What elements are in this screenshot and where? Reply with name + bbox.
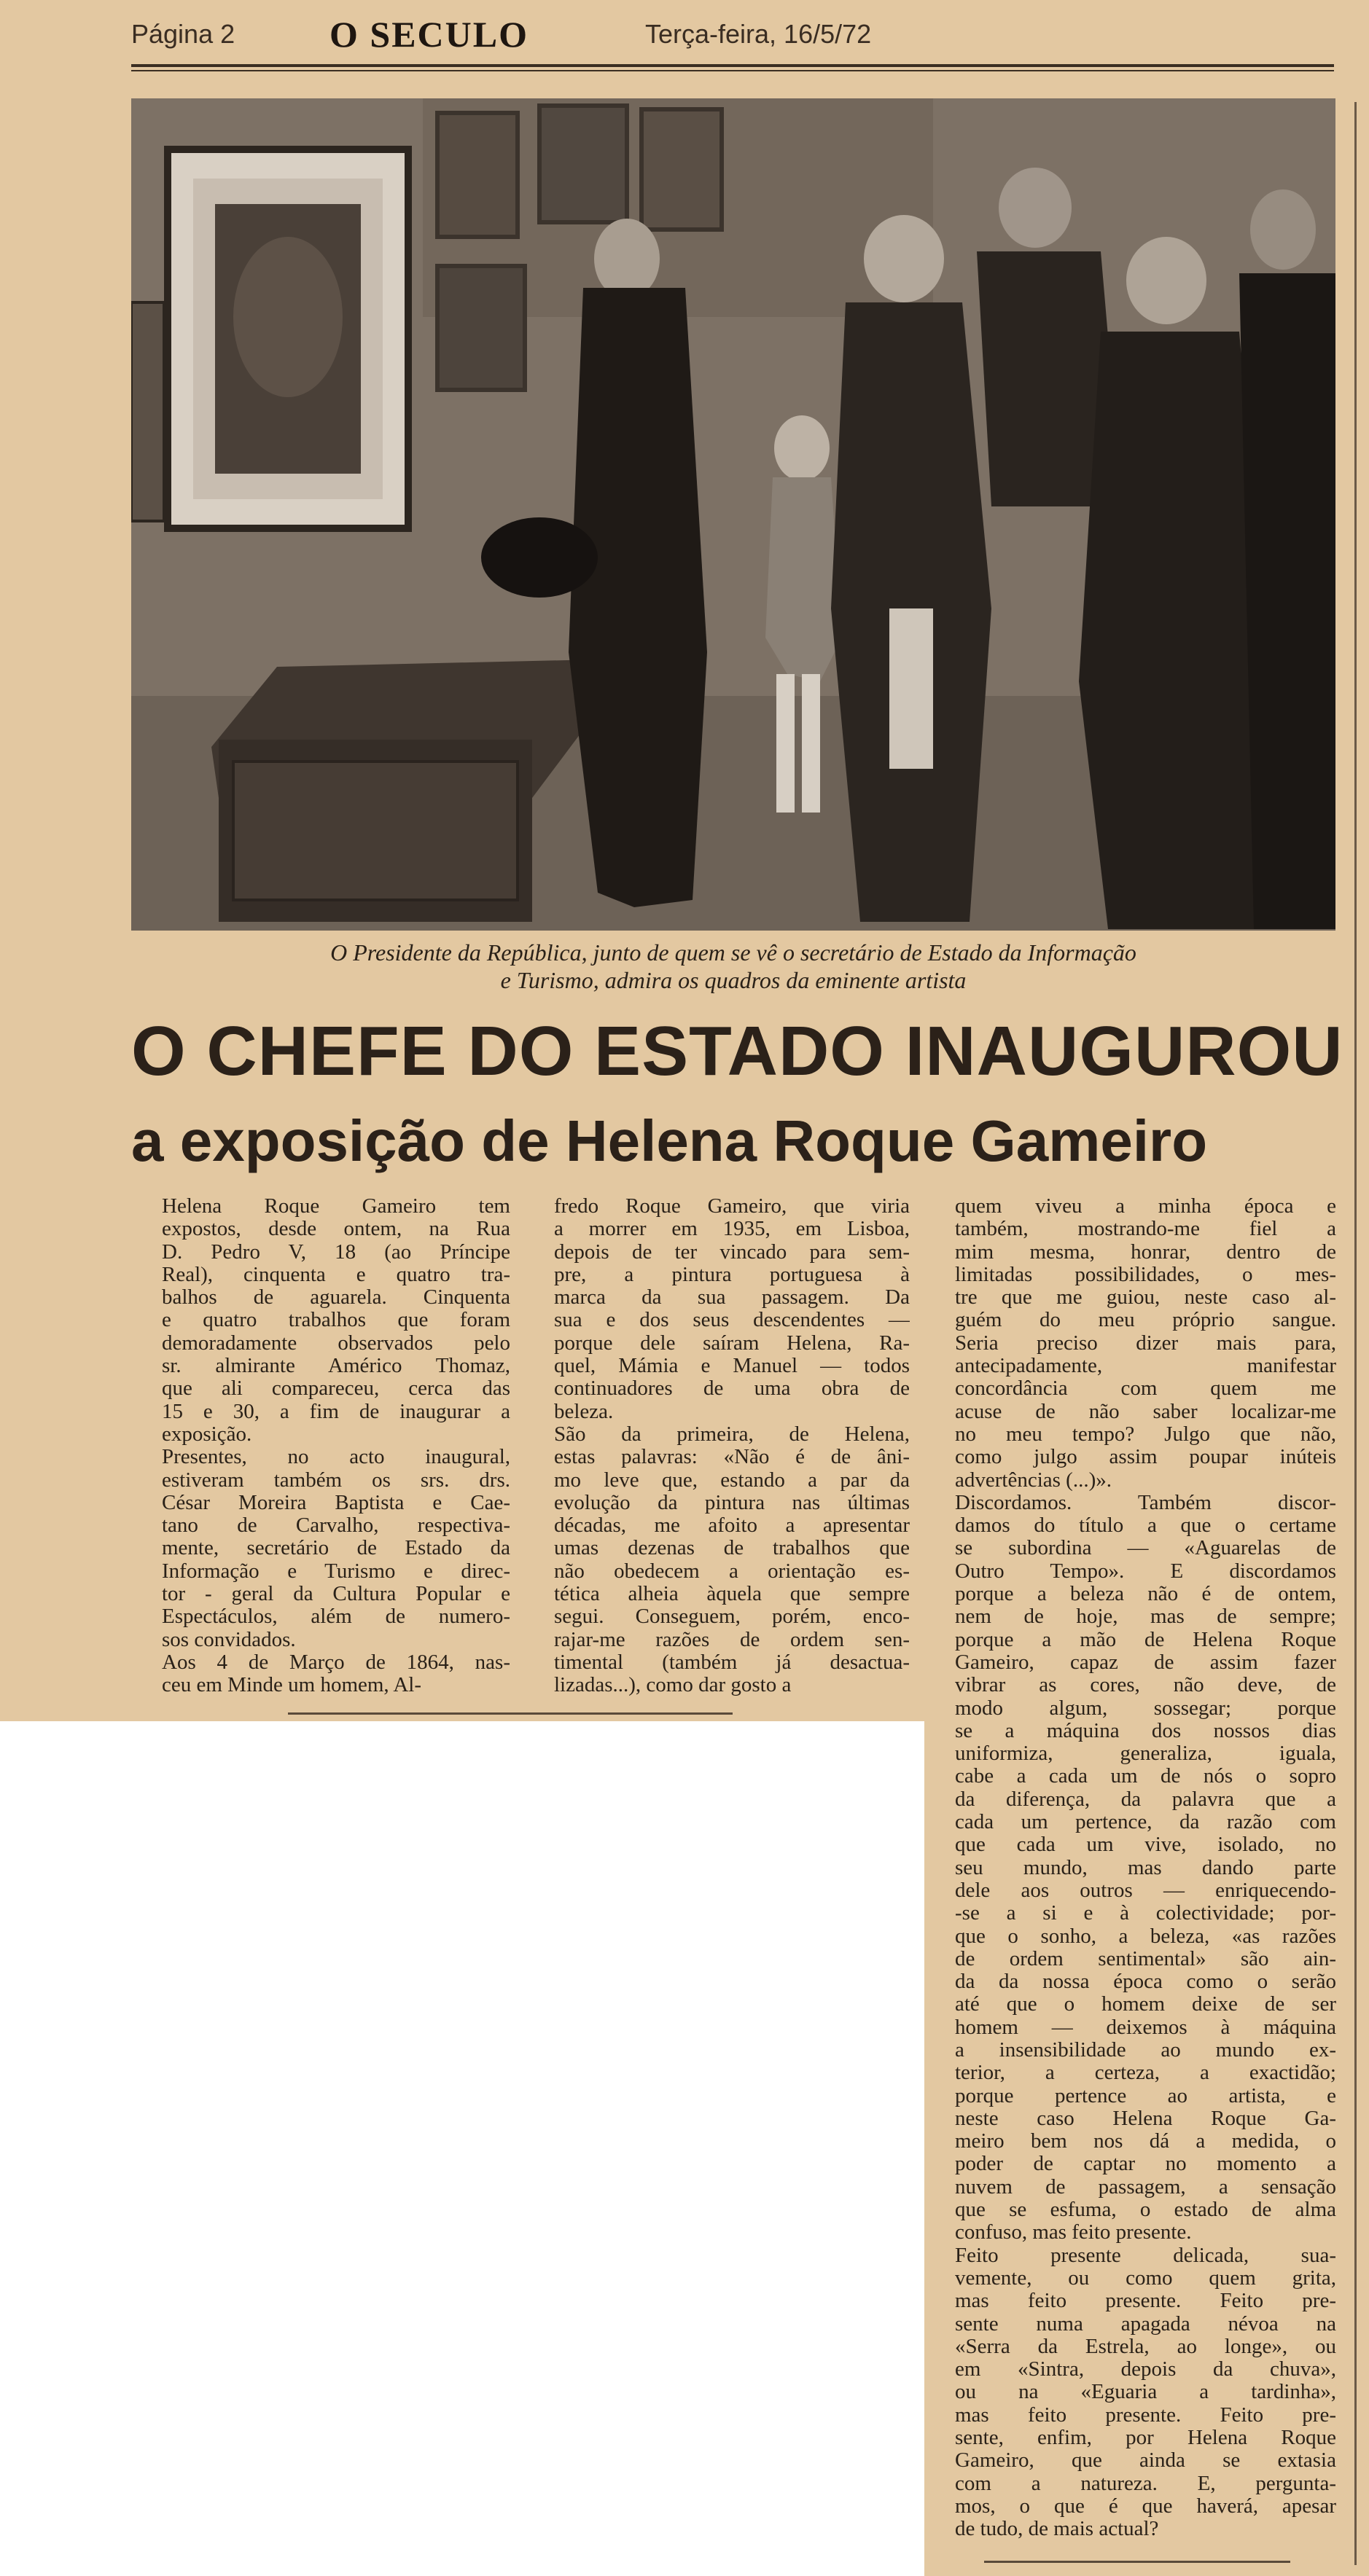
- article-line: uniformiza, generaliza, iguala,: [955, 1742, 1336, 1766]
- article-line: mas feito presente. Feito pre-: [955, 2403, 1336, 2427]
- article-line: fredo Roque Gameiro, que viria: [554, 1195, 910, 1218]
- article-line: «Serra da Estrela, ao longe», ou: [955, 2335, 1336, 2358]
- article-paragraph: [146, 1651, 510, 1697]
- article-line: sos convidados.: [162, 1628, 296, 1651]
- issue-date: Terça-feira, 16/5/72: [645, 19, 872, 49]
- article-line: mim mesma, honrar, dentro de: [955, 1240, 1336, 1264]
- caption-line-1: O Presidente da República, junto de quem se vê o secretário de Estado da Informação: [330, 939, 1136, 966]
- article-line: Outro Tempo». E discordamos: [955, 1559, 1336, 1583]
- article-line: se a máquina dos nossos dias: [955, 1719, 1336, 1742]
- article-line: acuse de não saber localizar-me: [955, 1400, 1336, 1423]
- article-line: Discordamos. Também discor-: [955, 1491, 1336, 1514]
- caption-line-2: e Turismo, admira os quadros da eminente artista: [500, 967, 967, 993]
- article-line: se subordina — «Aguarelas de: [955, 1537, 1336, 1560]
- article-line: vemente, ou como quem grita,: [955, 2266, 1336, 2290]
- article-line: tano de Carvalho, respectiva-: [162, 1514, 510, 1538]
- article-line: porque a mão de Helena Roque: [955, 1628, 1336, 1651]
- article-paragraph: [538, 1195, 910, 1423]
- article-line: demoradamente observados pelo: [162, 1331, 510, 1355]
- article-column-2: [538, 1195, 910, 1697]
- article-line: Helena Roque Gameiro tem: [162, 1195, 510, 1218]
- article-line: também, mostrando-me fiel a: [955, 1218, 1336, 1241]
- article-paragraph: [939, 1492, 1336, 2244]
- article-line: tre que me guiou, neste caso al-: [955, 1286, 1336, 1309]
- article-line: concordância com quem me: [955, 1377, 1336, 1401]
- article-line: porque pertence ao artista, e: [955, 2084, 1336, 2107]
- article-column-1: [146, 1195, 510, 1697]
- article-line: porque dele saíram Helena, Ra-: [554, 1331, 910, 1355]
- article-line: porque a beleza não é de ontem,: [955, 1583, 1336, 1606]
- article-line: ou na «Eguaria a tardinha»,: [955, 2381, 1336, 2404]
- article-line: nuvem de passagem, a sensação: [955, 2175, 1336, 2199]
- article-line: pre, a pintura portuguesa à: [554, 1263, 910, 1286]
- article-line: sente numa apagada névoa na: [955, 2312, 1336, 2336]
- article-line: tor - geral da Cultura Popular e: [162, 1583, 510, 1606]
- article-line: umas dezenas de trabalhos que: [554, 1537, 910, 1560]
- article-line: não obedecem a orientação es-: [554, 1559, 910, 1583]
- article-line: Espectáculos, além de numero-: [162, 1605, 510, 1629]
- article-line: estiveram também os srs. drs.: [162, 1468, 510, 1492]
- article-line: cada um pertence, da razão com: [955, 1811, 1336, 1834]
- article-line: como julgo assim poupar inúteis: [955, 1446, 1336, 1469]
- article-line: estas palavras: «Não é de âni-: [554, 1446, 910, 1469]
- article-line: modo algum, sossegar; porque: [955, 1696, 1336, 1720]
- article-end-rule: [984, 2561, 1290, 2563]
- article-line: continuadores de uma obra de: [554, 1377, 910, 1401]
- article-paragraph: [939, 2244, 1336, 2541]
- article-line: balhos de aguarela. Cinquenta: [162, 1286, 510, 1309]
- article-line: mas feito presente. Feito pre-: [955, 2290, 1336, 2313]
- photo-caption: [131, 939, 1335, 994]
- article-line: nem de hoje, mas de sempre;: [955, 1605, 1336, 1629]
- article-line: terior, a certeza, a exactidão;: [955, 2062, 1336, 2085]
- article-column-3: [939, 1195, 1336, 2541]
- article-line: e quatro trabalhos que foram: [162, 1309, 510, 1332]
- article-line: a morrer em 1935, em Lisboa,: [554, 1218, 910, 1241]
- article-line: mente, secretário de Estado da: [162, 1537, 510, 1560]
- article-line: que o sonho, a beleza, «as razões: [955, 1925, 1336, 1948]
- article-line: que ali compareceu, cerca das: [162, 1377, 510, 1401]
- article-line: seu mundo, mas dando parte: [955, 1856, 1336, 1879]
- article-line: vibrar as cores, não deve, de: [955, 1674, 1336, 1697]
- article-line: César Moreira Baptista e Cae-: [162, 1491, 510, 1514]
- article-line: cabe a cada um de nós o sopro: [955, 1765, 1336, 1788]
- article-line: de tudo, de mais actual?: [955, 2518, 1159, 2541]
- article-line: evolução da pintura nas últimas: [554, 1491, 910, 1514]
- page-number: Página 2: [131, 19, 235, 49]
- article-line: em «Sintra, depois da chuva»,: [955, 2358, 1336, 2381]
- column-edge-rule: [1354, 102, 1357, 2565]
- article-paragraph: [939, 1195, 1336, 1492]
- article-line: exposição.: [162, 1422, 252, 1446]
- article-paragraph: [538, 1423, 910, 1697]
- article-paragraph: [146, 1446, 510, 1651]
- masthead-rule: [131, 64, 1334, 67]
- article-line: limitadas possibilidades, o mes-: [955, 1263, 1336, 1286]
- article-line: São da primeira, de Helena,: [554, 1422, 910, 1446]
- article-line: timental (também já desactua-: [554, 1651, 910, 1674]
- article-line: D. Pedro V, 18 (ao Príncipe: [162, 1240, 510, 1264]
- article-line: rajar-me razões de ordem sen-: [554, 1628, 910, 1651]
- article-line: damos do título a que o certame: [955, 1514, 1336, 1538]
- masthead-rule-thin: [131, 70, 1334, 71]
- article-line: Seria preciso dizer mais para,: [955, 1331, 1336, 1355]
- article-line: que cada um vive, isolado, no: [955, 1833, 1336, 1857]
- article-line: Gameiro, capaz de assim fazer: [955, 1651, 1336, 1674]
- headline-main: O CHEFE DO ESTADO INAUGUROU: [131, 1012, 1343, 1090]
- article-line: que se esfuma, o estado de alma: [955, 2199, 1336, 2222]
- article-line: da da nossa época como o serão: [955, 1970, 1336, 1994]
- article-line: Feito presente delicada, sua-: [955, 2244, 1336, 2267]
- article-line: meiro bem nos dá a medida, o: [955, 2130, 1336, 2153]
- photo-illustration: [131, 98, 1335, 931]
- article-line: Aos 4 de Março de 1864, nas-: [162, 1651, 510, 1674]
- article-line: poder de captar no momento a: [955, 2153, 1336, 2176]
- article-line: da diferença, da palavra que a: [955, 1788, 1336, 1811]
- article-line: 15 e 30, a fim de inaugurar a: [162, 1400, 510, 1423]
- article-line: Real), cinquenta e quatro tra-: [162, 1263, 510, 1286]
- article-line: com a natureza. E, pergunta-: [955, 2472, 1336, 2495]
- article-line: de ordem sentimental» são ain-: [955, 1947, 1336, 1970]
- article-line: Presentes, no acto inaugural,: [162, 1446, 510, 1469]
- article-line: tética alheia àquela que sempre: [554, 1583, 910, 1606]
- article-line: sente, enfim, por Helena Roque: [955, 2427, 1336, 2450]
- article-line: quem viveu a minha época e: [955, 1195, 1336, 1218]
- article-line: advertências (...)».: [955, 1468, 1112, 1492]
- article-line: beleza.: [554, 1400, 614, 1423]
- headline-sub: a exposição de Helena Roque Gameiro: [131, 1108, 1208, 1173]
- article-line: confuso, mas feito presente.: [955, 2221, 1192, 2244]
- article-line: no meu tempo? Julgo que não,: [955, 1422, 1336, 1446]
- article-line: lizadas...), como dar gosto a: [554, 1674, 792, 1697]
- article-line: guém do meu próprio sangue.: [955, 1309, 1336, 1332]
- article-line: sua e dos seus descendentes —: [554, 1309, 910, 1332]
- exhibition-photo: [131, 98, 1335, 931]
- article-line: expostos, desde ontem, na Rua: [162, 1218, 510, 1241]
- article-line: quel, Mámia e Manuel — todos: [554, 1355, 910, 1378]
- article-line: depois de ter vincado para sem-: [554, 1240, 910, 1264]
- article-line: ceu em Minde um homem, Al-: [162, 1674, 421, 1697]
- newspaper-name: O SECULO: [329, 14, 529, 55]
- article-line: Informação e Turismo e direc-: [162, 1559, 510, 1583]
- article-line: marca da sua passagem. Da: [554, 1286, 910, 1309]
- article-paragraph: [146, 1195, 510, 1446]
- article-line: mos, o que é que haverá, apesar: [955, 2494, 1336, 2518]
- article-line: mo leve que, estando a par da: [554, 1468, 910, 1492]
- article-line: a insensibilidade ao mundo ex-: [955, 2038, 1336, 2062]
- article-line: antecipadamente, manifestar: [955, 1355, 1336, 1378]
- article-line: -se a si e à colectividade; por-: [955, 1902, 1336, 1925]
- article-line: segui. Conseguem, porém, enco-: [554, 1605, 910, 1629]
- article-line: Gameiro, que ainda se extasia: [955, 2449, 1336, 2473]
- columns-bottom-rule: [288, 1712, 733, 1715]
- article-line: até que o homem deixe de ser: [955, 1993, 1336, 2016]
- article-line: sr. almirante Américo Thomaz,: [162, 1355, 510, 1378]
- masthead: [131, 13, 1334, 64]
- article-line: neste caso Helena Roque Ga-: [955, 2107, 1336, 2130]
- article-line: dele aos outros — enriquecendo-: [955, 1879, 1336, 1902]
- article-line: homem — deixemos à máquina: [955, 2016, 1336, 2039]
- article-line: décadas, me afoito a apresentar: [554, 1514, 910, 1538]
